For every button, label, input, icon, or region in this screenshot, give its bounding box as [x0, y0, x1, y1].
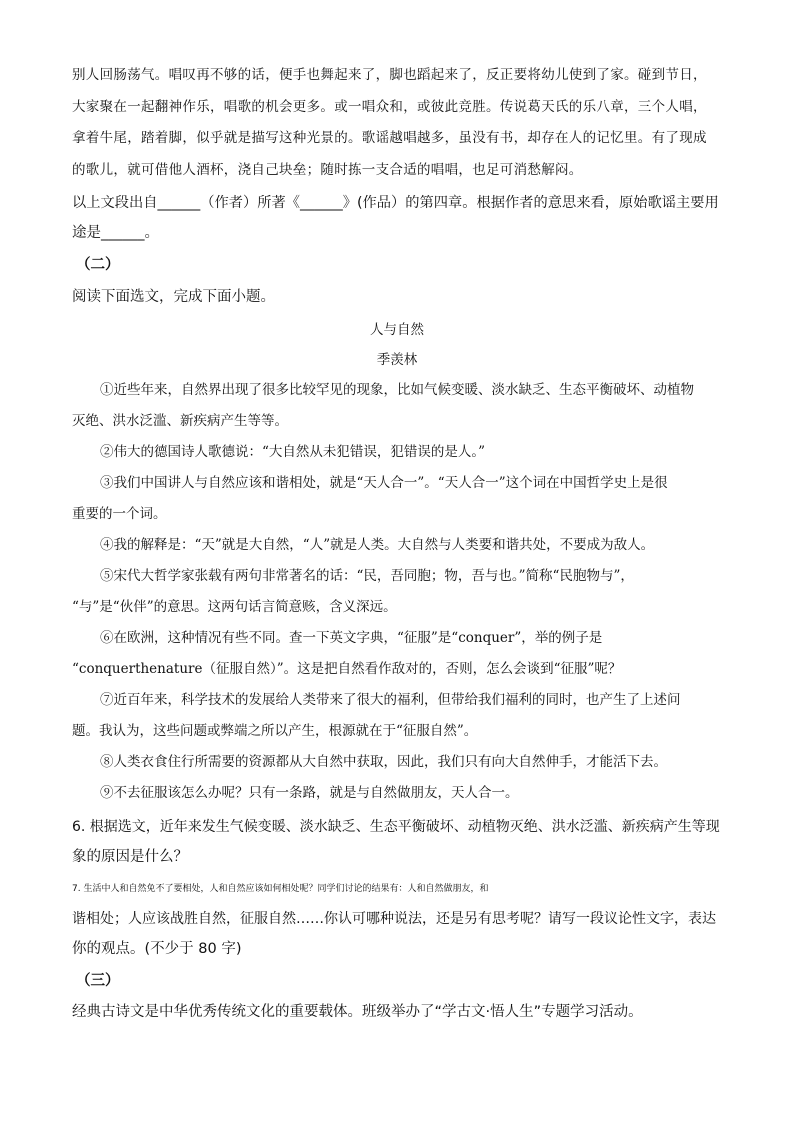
paragraph-line: ②伟大的德国诗人歌德说：“大自然从未犯错误，犯错误的是人。”: [100, 444, 486, 460]
question-line: 7. 生活中人和自然免不了要相处，人和自然应该如何相处呢？同学们讨论的结果有：人和自然做朋友，和: [72, 884, 489, 894]
paragraph-line: 题。我认为，这些问题或弊端之所以产生，根源就在于“征服自然”。: [72, 723, 478, 739]
paragraph-line: ⑨不去征服该怎么办呢？只有一条路，就是与自然做朋友，天人合一。: [100, 785, 519, 801]
paragraph-line: ③我们中国讲人与自然应该和谐相处，就是“天人合一”。“天人合一”这个词在中国哲学史上是很: [100, 475, 668, 491]
passage-line: 的歌儿，就可借他人酒杯，浇自己块垒；随时拣一支合适的唱唱，也足可消愁解闷。: [72, 161, 583, 178]
question-7: [72, 874, 716, 964]
article-paragraph-2: [72, 437, 722, 468]
article-title: 人与自然: [370, 322, 424, 338]
paragraph-line: “conquerthenature（征服自然）”。这是把自然看作敌对的，否则，怎么会谈到“征服”呢？: [72, 661, 622, 677]
paragraph-line: ⑧人类衣食住行所需要的资源都从大自然中获取，因此，我们只有向大自然伸手，才能活下去。: [100, 754, 667, 770]
article-paragraph-1: [72, 375, 722, 437]
reading-instruction: 阅读下面选文，完成下面小题。: [72, 289, 275, 305]
question-line: 途是______。: [72, 225, 159, 241]
paragraph-line: “与”是“伙伴”的意思。这两句话言简意赅，含义深远。: [72, 599, 397, 615]
passage-line: 大家聚在一起翻神作乐，唱歌的机会更多。或一唱众和，或彼此竞胜。传说葛天氏的乐八章，三个人唱，: [72, 98, 707, 115]
paragraph-line: 灭绝、洪水泛滥、新疾病产生等等。: [72, 413, 288, 429]
passage-line: 别人回肠荡气。唱叹再不够的话，便手也舞起来了，脚也蹈起来了，反正要将幼儿使到了家。碰到节日，: [72, 67, 707, 83]
paragraph-line: ④我的解释是：“天”就是大自然，“人”就是人类。大自然与人类要和谐共处，不要成为敌人。: [100, 537, 655, 553]
article-paragraph-7: [72, 685, 722, 747]
section-label-2: （二）: [76, 257, 120, 273]
passage-line: 拿着牛尾，踏着脚，似乎就是描写这种光景的。歌谣越唱越多，虽没有书，却存在人的记忆里。有了现成: [72, 130, 707, 146]
question-line: 你的观点。(不少于 80 字): [72, 941, 242, 957]
question-line: 6. 根据选文，近年来发生气候变暖、淡水缺乏、生态平衡破坏、动植物灭绝、洪水泛滥、新疾病产生等现: [72, 819, 720, 835]
paragraph-line: ⑥在欧洲，这种情况有些不同。查一下英文字典，“征服”是“conquer”，举的例子是: [100, 630, 603, 646]
article-paragraph-3: [72, 468, 722, 530]
paragraph-line: ⑤宋代大哲学家张载有两句非常著名的话：“民，吾同胞；物，吾与也。”简称“民胞物与”，: [100, 568, 634, 584]
article-paragraph-9: [72, 778, 722, 809]
article-paragraph-4: [72, 530, 722, 561]
top-passage: [72, 60, 707, 186]
section-label-3: （三）: [76, 973, 120, 989]
article-paragraph-5: [72, 561, 722, 623]
question-line: 以上文段出自______（作者）所著《______》(作品）的第四章。根据作者的意思来看，原始歌谣主要用: [72, 195, 719, 211]
question-line: 象的原因是什么？: [72, 849, 188, 865]
question-6: [72, 812, 720, 872]
section3-intro: 经典古诗文是中华优秀传统文化的重要载体。班级举办了“学古文·悟人生”专题学习活动。: [72, 1004, 643, 1020]
fill-in-question: [72, 188, 719, 248]
article-body: [72, 375, 722, 809]
article-paragraph-6: [72, 623, 722, 685]
article-paragraph-8: [72, 747, 722, 778]
paragraph-line: ①近些年来，自然界出现了很多比较罕见的现象，比如气候变暖、淡水缺乏、生态平衡破坏、动植物: [100, 382, 694, 398]
article-author: 季羡林: [376, 352, 418, 368]
paragraph-line: ⑦近百年来，科学技术的发展给人类带来了很大的福利，但带给我们福利的同时，也产生了上述问: [100, 692, 681, 708]
question-line: 谐相处；人应该战胜自然，征服自然……你认可哪种说法，还是另有思考呢？请写一段议论性文字，表达: [72, 911, 716, 927]
paragraph-line: 重要的一个词。: [72, 506, 167, 522]
